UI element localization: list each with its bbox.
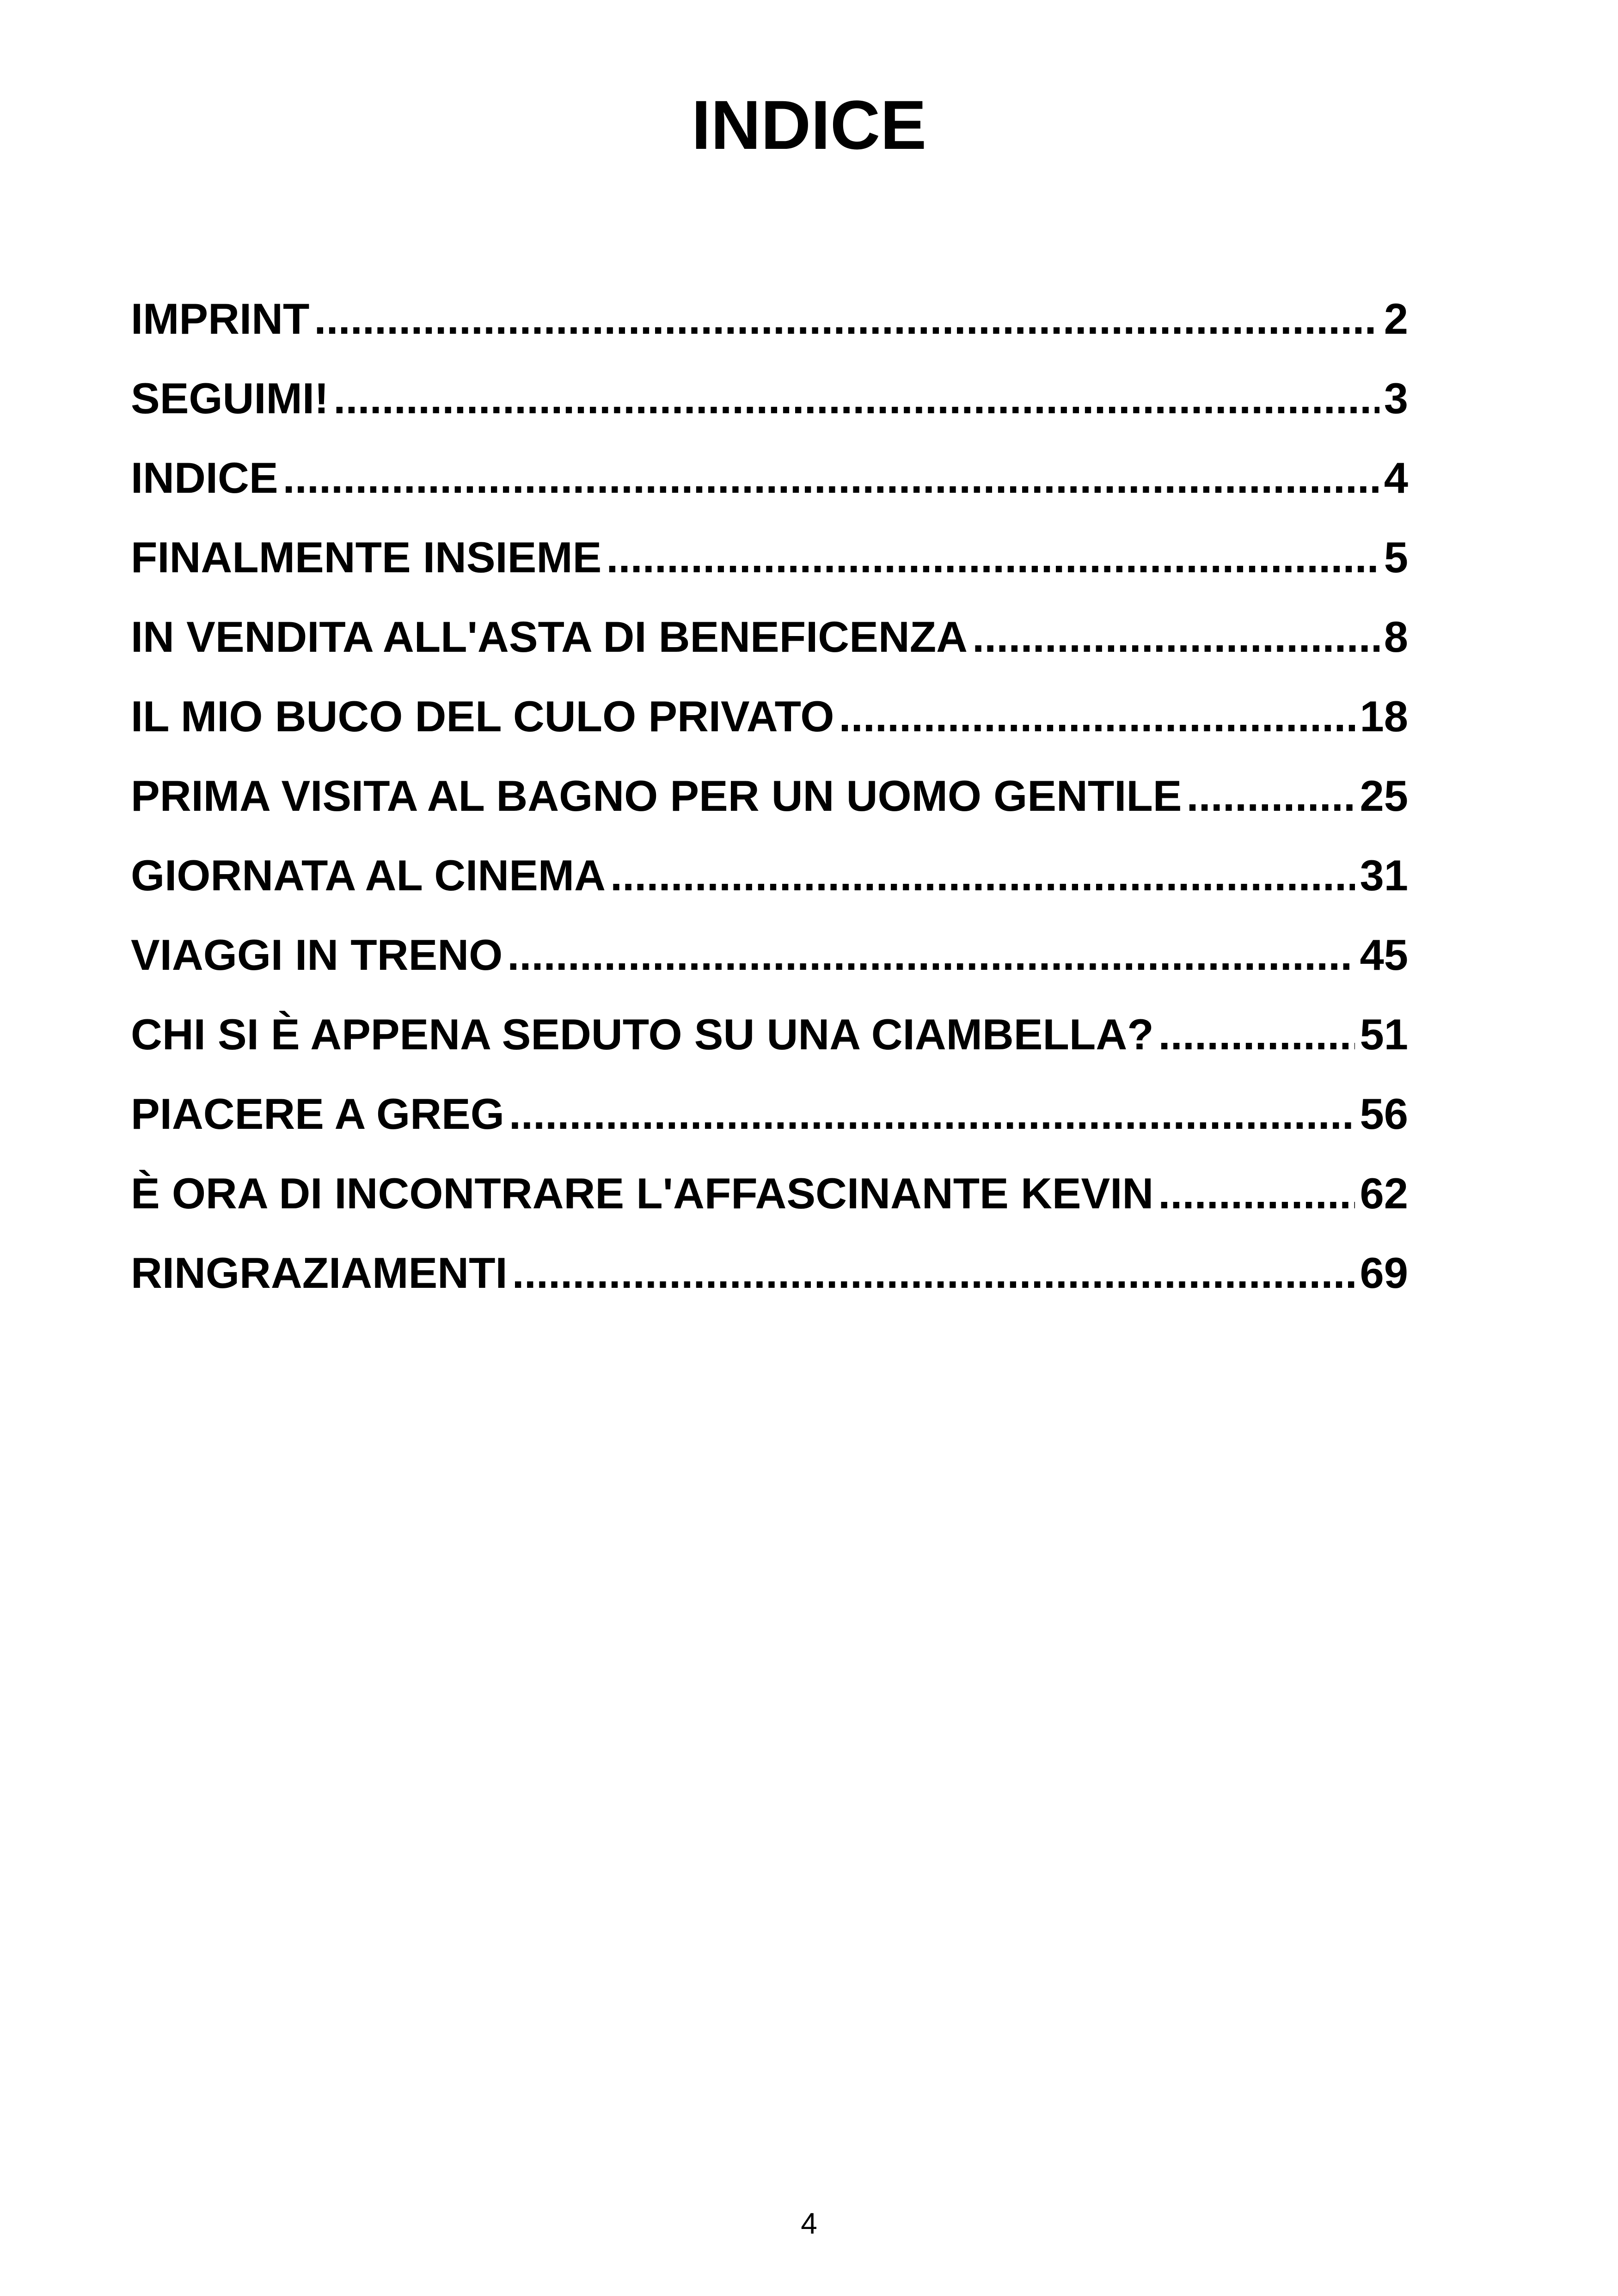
toc-entry-title: RINGRAZIAMENTI — [131, 1249, 508, 1297]
toc-entry-seguimi[interactable] — [131, 366, 1408, 446]
toc-entry-finalmente-insieme[interactable] — [131, 525, 1408, 605]
toc-entry-indice[interactable] — [131, 446, 1408, 525]
toc-dot-leader — [283, 446, 1379, 510]
toc-entry-page: 4 — [1384, 453, 1408, 502]
toc-entry-page: 3 — [1384, 374, 1408, 422]
toc-entry-title: SEGUIMI! — [131, 374, 329, 422]
toc-entry-e-ora-di-incontrare[interactable] — [131, 1161, 1408, 1241]
toc-entry-page: 62 — [1360, 1169, 1408, 1218]
toc-entry-page: 18 — [1360, 692, 1408, 741]
toc-entry-page: 45 — [1360, 931, 1408, 979]
toc-entry-title: PRIMA VISITA AL BAGNO PER UN UOMO GENTILE — [131, 771, 1182, 820]
page-title: INDICE — [691, 86, 927, 164]
toc-entry-title: PIACERE A GREG — [131, 1090, 504, 1138]
toc-entry-title: CHI SI È APPENA SEDUTO SU UNA CIAMBELLA? — [131, 1010, 1154, 1059]
toc-entry-in-vendita[interactable] — [131, 605, 1408, 684]
toc-entry-title: VIAGGI IN TRENO — [131, 931, 503, 979]
toc-entry-page: 56 — [1360, 1090, 1408, 1138]
toc-entry-imprint[interactable] — [131, 287, 1408, 366]
toc-entry-title: IMPRINT — [131, 294, 310, 343]
toc-entry-page: 51 — [1360, 1010, 1408, 1059]
toc-entry-il-mio-buco[interactable] — [131, 684, 1408, 764]
toc-dot-leader — [314, 287, 1379, 351]
toc-entry-page: 31 — [1360, 851, 1408, 900]
toc-dot-leader — [1158, 1002, 1355, 1067]
toc-entry-title: GIORNATA AL CINEMA — [131, 851, 606, 900]
toc-entry-page: 2 — [1384, 294, 1408, 343]
toc-dot-leader — [512, 1241, 1355, 1305]
toc-entry-giornata-al-cinema[interactable] — [131, 843, 1408, 923]
toc-entry-title: È ORA DI INCONTRARE L'AFFASCINANTE KEVIN — [131, 1169, 1154, 1218]
toc-entry-page: 25 — [1360, 771, 1408, 820]
toc-entry-piacere-a-greg[interactable] — [131, 1082, 1408, 1161]
toc-dot-leader — [333, 366, 1379, 431]
toc-dot-leader — [1187, 764, 1355, 828]
toc-dot-leader — [610, 843, 1355, 908]
toc-entry-page: 69 — [1360, 1249, 1408, 1297]
page-number: 4 — [801, 2207, 817, 2240]
toc-entry-title: IL MIO BUCO DEL CULO PRIVATO — [131, 692, 834, 741]
toc-entry-page: 8 — [1384, 612, 1408, 661]
toc-entry-ringraziamenti[interactable] — [131, 1241, 1408, 1320]
toc-dot-leader — [606, 525, 1379, 590]
table-of-contents — [131, 287, 1408, 1320]
toc-entry-prima-visita[interactable] — [131, 764, 1408, 843]
toc-entry-viaggi-in-treno[interactable] — [131, 923, 1408, 1002]
toc-entry-title: IN VENDITA ALL'ASTA DI BENEFICENZA — [131, 612, 968, 661]
toc-entry-title: INDICE — [131, 453, 278, 502]
toc-entry-title: FINALMENTE INSIEME — [131, 533, 602, 582]
toc-entry-chi-si-e-appena[interactable] — [131, 1002, 1408, 1082]
toc-dot-leader — [839, 684, 1355, 749]
toc-dot-leader — [1158, 1161, 1355, 1226]
toc-dot-leader — [972, 605, 1379, 669]
toc-entry-page: 5 — [1384, 533, 1408, 582]
toc-dot-leader — [507, 923, 1355, 987]
toc-dot-leader — [509, 1082, 1355, 1146]
